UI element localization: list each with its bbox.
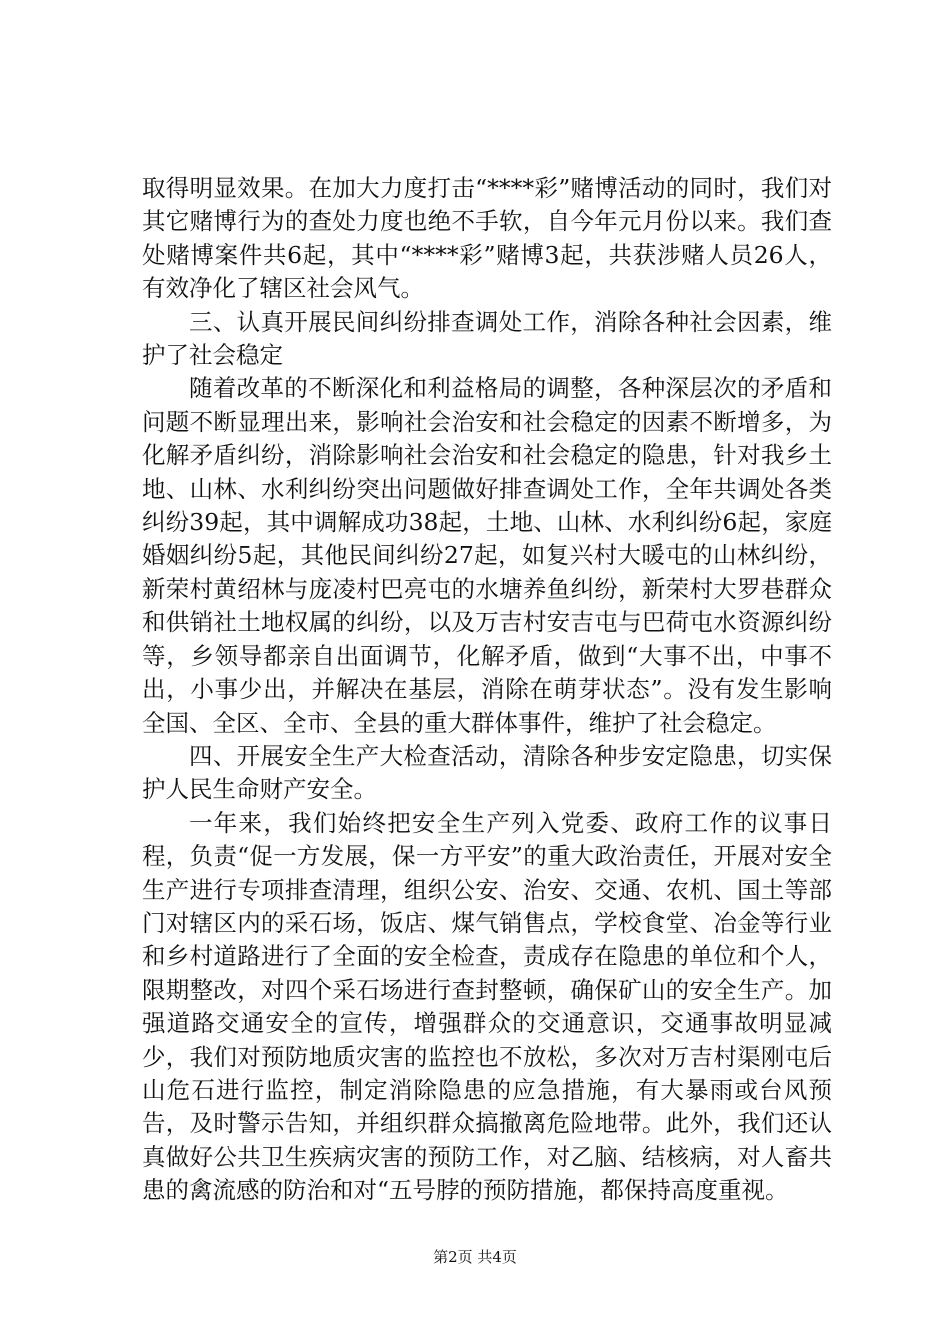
- section-heading-3: 三、认真开展民间纠纷排查调处工作，消除各种社会因素，维护了社会稳定: [142, 307, 832, 370]
- paragraph-dispute-mediation: 随着改革的不断深化和利益格局的调整，各种深层次的矛盾和问题不断显理出来，影响社会治安和社会稳定的因素不断增多，为化解矛盾纠纷，消除影响社会治安和社会稳定的隐患，针对我乡土地、山林、水利纠纷突出问题做好排查调处工作，全年共调处各类纠纷39起，其中调解成功38起，土地、山林、水利纠纷6起，家庭婚姻纠纷5起，其他民间纠纷27起，如复兴村大暖屯的山林纠纷，新荣村黄绍林与庞凌村巴亮屯的水塘养鱼纠纷，新荣村大罗巷群众和供销社土地权属的纠纷，以及万吉村安吉屯与巴荷屯水资源纠纷等，乡领导都亲自出面调节，化解矛盾，做到“大事不出，中事不出，小事少出，并解决在基层，消除在萌芽状态”。没有发生影响全国、全区、全市、全县的重大群体事件，维护了社会稳定。: [142, 374, 832, 737]
- page-number-footer: 第2页 共4页: [433, 1248, 517, 1266]
- section-heading-4: 四、开展安全生产大检查活动，清除各种步安定隐患，切实保护人民生命财产安全。: [142, 741, 832, 804]
- paragraph-continuation: 取得明显效果。在加大力度打击“****彩”赌博活动的同时，我们对其它赌博行为的查处力度也绝不手软，自今年元月份以来。我们查处赌博案件共6起，其中“****彩”赌博3起，共获涉赌人员26人，有效净化了辖区社会风气。: [142, 174, 832, 303]
- document-body: [142, 172, 832, 1208]
- paragraph-safety-production: 一年来，我们始终把安全生产列入党委、政府工作的议事日程，负责“促一方发展，保一方平安”的重大政治责任，开展对安全生产进行专项排查清理，组织公安、治安、交通、农机、国土等部门对辖区内的采石场，饭店、煤气销售点，学校食堂、冶金等行业和乡村道路进行了全面的安全检查，责成存在隐患的单位和个人，限期整改，对四个采石场进行查封整顿，确保矿山的安全生产。加强道路交通安全的宣传，增强群众的交通意识，交通事故明显减少，我们对预防地质灾害的监控也不放松，多次对万吉村渠刚屯后山危石进行监控，制定消除隐患的应急措施，有大暴雨或台风预告，及时警示告知，并组织群众搞撤离危险地带。此外，我们还认真做好公共卫生疾病灾害的预防工作，对乙脑、结核病，对人畜共患的禽流感的防治和对“五号脖的预防措施，都保持高度重视。: [142, 808, 832, 1205]
